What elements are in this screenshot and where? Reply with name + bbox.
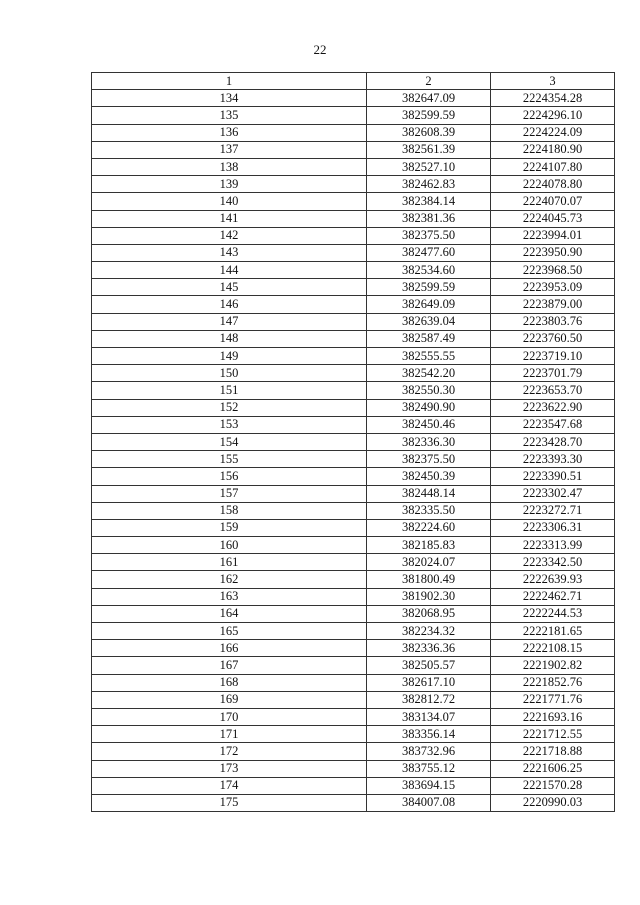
x-coordinate-cell: 383694.15 (367, 777, 491, 794)
x-coordinate-cell: 382336.36 (367, 640, 491, 657)
point-number-cell: 134 (92, 90, 367, 107)
table-row (92, 416, 615, 433)
y-coordinate-cell: 2222462.71 (491, 588, 615, 605)
point-number-cell: 171 (92, 726, 367, 743)
y-coordinate-cell: 2222639.93 (491, 571, 615, 588)
point-number-cell: 163 (92, 588, 367, 605)
point-number-cell: 164 (92, 605, 367, 622)
x-coordinate-cell: 382381.36 (367, 210, 491, 227)
x-coordinate-cell: 382647.09 (367, 90, 491, 107)
point-number-cell: 172 (92, 743, 367, 760)
table-row (92, 296, 615, 313)
y-coordinate-cell: 2222181.65 (491, 623, 615, 640)
y-coordinate-cell: 2222108.15 (491, 640, 615, 657)
table-header-row (92, 73, 615, 90)
table-row (92, 623, 615, 640)
y-coordinate-cell: 2223701.79 (491, 365, 615, 382)
y-coordinate-cell: 2224045.73 (491, 210, 615, 227)
x-coordinate-cell: 382462.83 (367, 176, 491, 193)
x-coordinate-cell: 382335.50 (367, 502, 491, 519)
point-number-cell: 168 (92, 674, 367, 691)
x-coordinate-cell: 383732.96 (367, 743, 491, 760)
point-number-cell: 169 (92, 691, 367, 708)
point-number-cell: 152 (92, 399, 367, 416)
point-number-cell: 140 (92, 193, 367, 210)
table-row (92, 502, 615, 519)
point-number-cell: 175 (92, 794, 367, 811)
page-number: 22 (313, 42, 327, 57)
x-coordinate-cell: 382375.50 (367, 451, 491, 468)
x-coordinate-cell: 382477.60 (367, 244, 491, 261)
y-coordinate-cell: 2223428.70 (491, 433, 615, 450)
x-coordinate-cell: 382490.90 (367, 399, 491, 416)
y-coordinate-cell: 2223342.50 (491, 554, 615, 571)
table-row (92, 141, 615, 158)
x-coordinate-cell: 382639.04 (367, 313, 491, 330)
table-row (92, 657, 615, 674)
x-coordinate-cell: 382224.60 (367, 519, 491, 536)
x-coordinate-cell: 382599.59 (367, 107, 491, 124)
x-coordinate-cell: 382542.20 (367, 365, 491, 382)
table-row (92, 760, 615, 777)
x-coordinate-cell: 382234.32 (367, 623, 491, 640)
point-number-cell: 154 (92, 433, 367, 450)
table-row (92, 158, 615, 175)
point-number-cell: 143 (92, 244, 367, 261)
x-coordinate-cell: 382555.55 (367, 348, 491, 365)
x-coordinate-cell: 382384.14 (367, 193, 491, 210)
point-number-cell: 161 (92, 554, 367, 571)
y-coordinate-cell: 2221902.82 (491, 657, 615, 674)
table-row (92, 691, 615, 708)
x-coordinate-cell: 382649.09 (367, 296, 491, 313)
y-coordinate-cell: 2221693.16 (491, 708, 615, 725)
table-row (92, 605, 615, 622)
y-coordinate-cell: 2223994.01 (491, 227, 615, 244)
x-coordinate-cell: 382617.10 (367, 674, 491, 691)
table-row (92, 193, 615, 210)
y-coordinate-cell: 2223719.10 (491, 348, 615, 365)
table-row (92, 571, 615, 588)
point-number-cell: 146 (92, 296, 367, 313)
y-coordinate-cell: 2223390.51 (491, 468, 615, 485)
point-number-cell: 145 (92, 279, 367, 296)
table-row (92, 674, 615, 691)
table-row (92, 176, 615, 193)
y-coordinate-cell: 2223950.90 (491, 244, 615, 261)
point-number-cell: 148 (92, 330, 367, 347)
x-coordinate-cell: 382561.39 (367, 141, 491, 158)
table-row (92, 537, 615, 554)
point-number-cell: 166 (92, 640, 367, 657)
point-number-cell: 147 (92, 313, 367, 330)
y-coordinate-cell: 2223879.00 (491, 296, 615, 313)
x-coordinate-cell: 381800.49 (367, 571, 491, 588)
y-coordinate-cell: 2224296.10 (491, 107, 615, 124)
point-number-cell: 165 (92, 623, 367, 640)
x-coordinate-cell: 382185.83 (367, 537, 491, 554)
point-number-cell: 135 (92, 107, 367, 124)
y-coordinate-cell: 2224070.07 (491, 193, 615, 210)
x-coordinate-cell: 382024.07 (367, 554, 491, 571)
point-number-cell: 149 (92, 348, 367, 365)
point-number-cell: 162 (92, 571, 367, 588)
x-coordinate-cell: 382448.14 (367, 485, 491, 502)
x-coordinate-cell: 382450.46 (367, 416, 491, 433)
y-coordinate-cell: 2223622.90 (491, 399, 615, 416)
table-row (92, 708, 615, 725)
x-coordinate-cell: 382375.50 (367, 227, 491, 244)
point-number-cell: 173 (92, 760, 367, 777)
x-coordinate-cell: 384007.08 (367, 794, 491, 811)
y-coordinate-cell: 2224224.09 (491, 124, 615, 141)
table-row (92, 382, 615, 399)
table-row (92, 485, 615, 502)
x-coordinate-cell: 382450.39 (367, 468, 491, 485)
y-coordinate-cell: 2221606.25 (491, 760, 615, 777)
y-coordinate-cell: 2223313.99 (491, 537, 615, 554)
x-coordinate-cell: 381902.30 (367, 588, 491, 605)
point-number-cell: 153 (92, 416, 367, 433)
y-coordinate-cell: 2221718.88 (491, 743, 615, 760)
point-number-cell: 170 (92, 708, 367, 725)
table-row (92, 777, 615, 794)
y-coordinate-cell: 2223272.71 (491, 502, 615, 519)
table-row (92, 554, 615, 571)
y-coordinate-cell: 2223760.50 (491, 330, 615, 347)
y-coordinate-cell: 2221852.76 (491, 674, 615, 691)
y-coordinate-cell: 2223953.09 (491, 279, 615, 296)
x-coordinate-cell: 382068.95 (367, 605, 491, 622)
y-coordinate-cell: 2220990.03 (491, 794, 615, 811)
table-row (92, 640, 615, 657)
x-coordinate-cell: 382587.49 (367, 330, 491, 347)
y-coordinate-cell: 2221570.28 (491, 777, 615, 794)
y-coordinate-cell: 2223653.70 (491, 382, 615, 399)
y-coordinate-cell: 2224107.80 (491, 158, 615, 175)
table-row (92, 468, 615, 485)
table-row (92, 365, 615, 382)
table-row (92, 451, 615, 468)
table-row (92, 519, 615, 536)
column-header-y: 3 (491, 73, 615, 90)
y-coordinate-cell: 2224354.28 (491, 90, 615, 107)
table-row (92, 313, 615, 330)
table-row (92, 743, 615, 760)
point-number-cell: 158 (92, 502, 367, 519)
x-coordinate-cell: 382527.10 (367, 158, 491, 175)
table-row (92, 210, 615, 227)
y-coordinate-cell: 2223302.47 (491, 485, 615, 502)
y-coordinate-cell: 2223393.30 (491, 451, 615, 468)
table-row (92, 227, 615, 244)
y-coordinate-cell: 2223803.76 (491, 313, 615, 330)
y-coordinate-cell: 2221771.76 (491, 691, 615, 708)
column-header-point: 1 (92, 73, 367, 90)
table-row (92, 399, 615, 416)
point-number-cell: 174 (92, 777, 367, 794)
y-coordinate-cell: 2223547.68 (491, 416, 615, 433)
point-number-cell: 137 (92, 141, 367, 158)
point-number-cell: 167 (92, 657, 367, 674)
y-coordinate-cell: 2223306.31 (491, 519, 615, 536)
point-number-cell: 136 (92, 124, 367, 141)
x-coordinate-cell: 383755.12 (367, 760, 491, 777)
column-header-x: 2 (367, 73, 491, 90)
y-coordinate-cell: 2222244.53 (491, 605, 615, 622)
x-coordinate-cell: 382608.39 (367, 124, 491, 141)
point-number-cell: 155 (92, 451, 367, 468)
table-row (92, 124, 615, 141)
table-row (92, 262, 615, 279)
y-coordinate-cell: 2223968.50 (491, 262, 615, 279)
y-coordinate-cell: 2224078.80 (491, 176, 615, 193)
table-row (92, 726, 615, 743)
x-coordinate-cell: 382599.59 (367, 279, 491, 296)
point-number-cell: 142 (92, 227, 367, 244)
point-number-cell: 157 (92, 485, 367, 502)
table-row (92, 330, 615, 347)
point-number-cell: 150 (92, 365, 367, 382)
x-coordinate-cell: 382336.30 (367, 433, 491, 450)
point-number-cell: 141 (92, 210, 367, 227)
table-row (92, 107, 615, 124)
point-number-cell: 159 (92, 519, 367, 536)
y-coordinate-cell: 2221712.55 (491, 726, 615, 743)
point-number-cell: 144 (92, 262, 367, 279)
table-row (92, 433, 615, 450)
y-coordinate-cell: 2224180.90 (491, 141, 615, 158)
point-number-cell: 139 (92, 176, 367, 193)
point-number-cell: 160 (92, 537, 367, 554)
x-coordinate-cell: 382812.72 (367, 691, 491, 708)
table-row (92, 90, 615, 107)
table-row (92, 588, 615, 605)
x-coordinate-cell: 382550.30 (367, 382, 491, 399)
table-body (92, 90, 615, 812)
x-coordinate-cell: 383356.14 (367, 726, 491, 743)
coordinates-table (91, 72, 615, 812)
x-coordinate-cell: 382534.60 (367, 262, 491, 279)
x-coordinate-cell: 383134.07 (367, 708, 491, 725)
table-row (92, 794, 615, 811)
table-row (92, 244, 615, 261)
point-number-cell: 138 (92, 158, 367, 175)
table-row (92, 279, 615, 296)
table-row (92, 348, 615, 365)
point-number-cell: 151 (92, 382, 367, 399)
point-number-cell: 156 (92, 468, 367, 485)
x-coordinate-cell: 382505.57 (367, 657, 491, 674)
